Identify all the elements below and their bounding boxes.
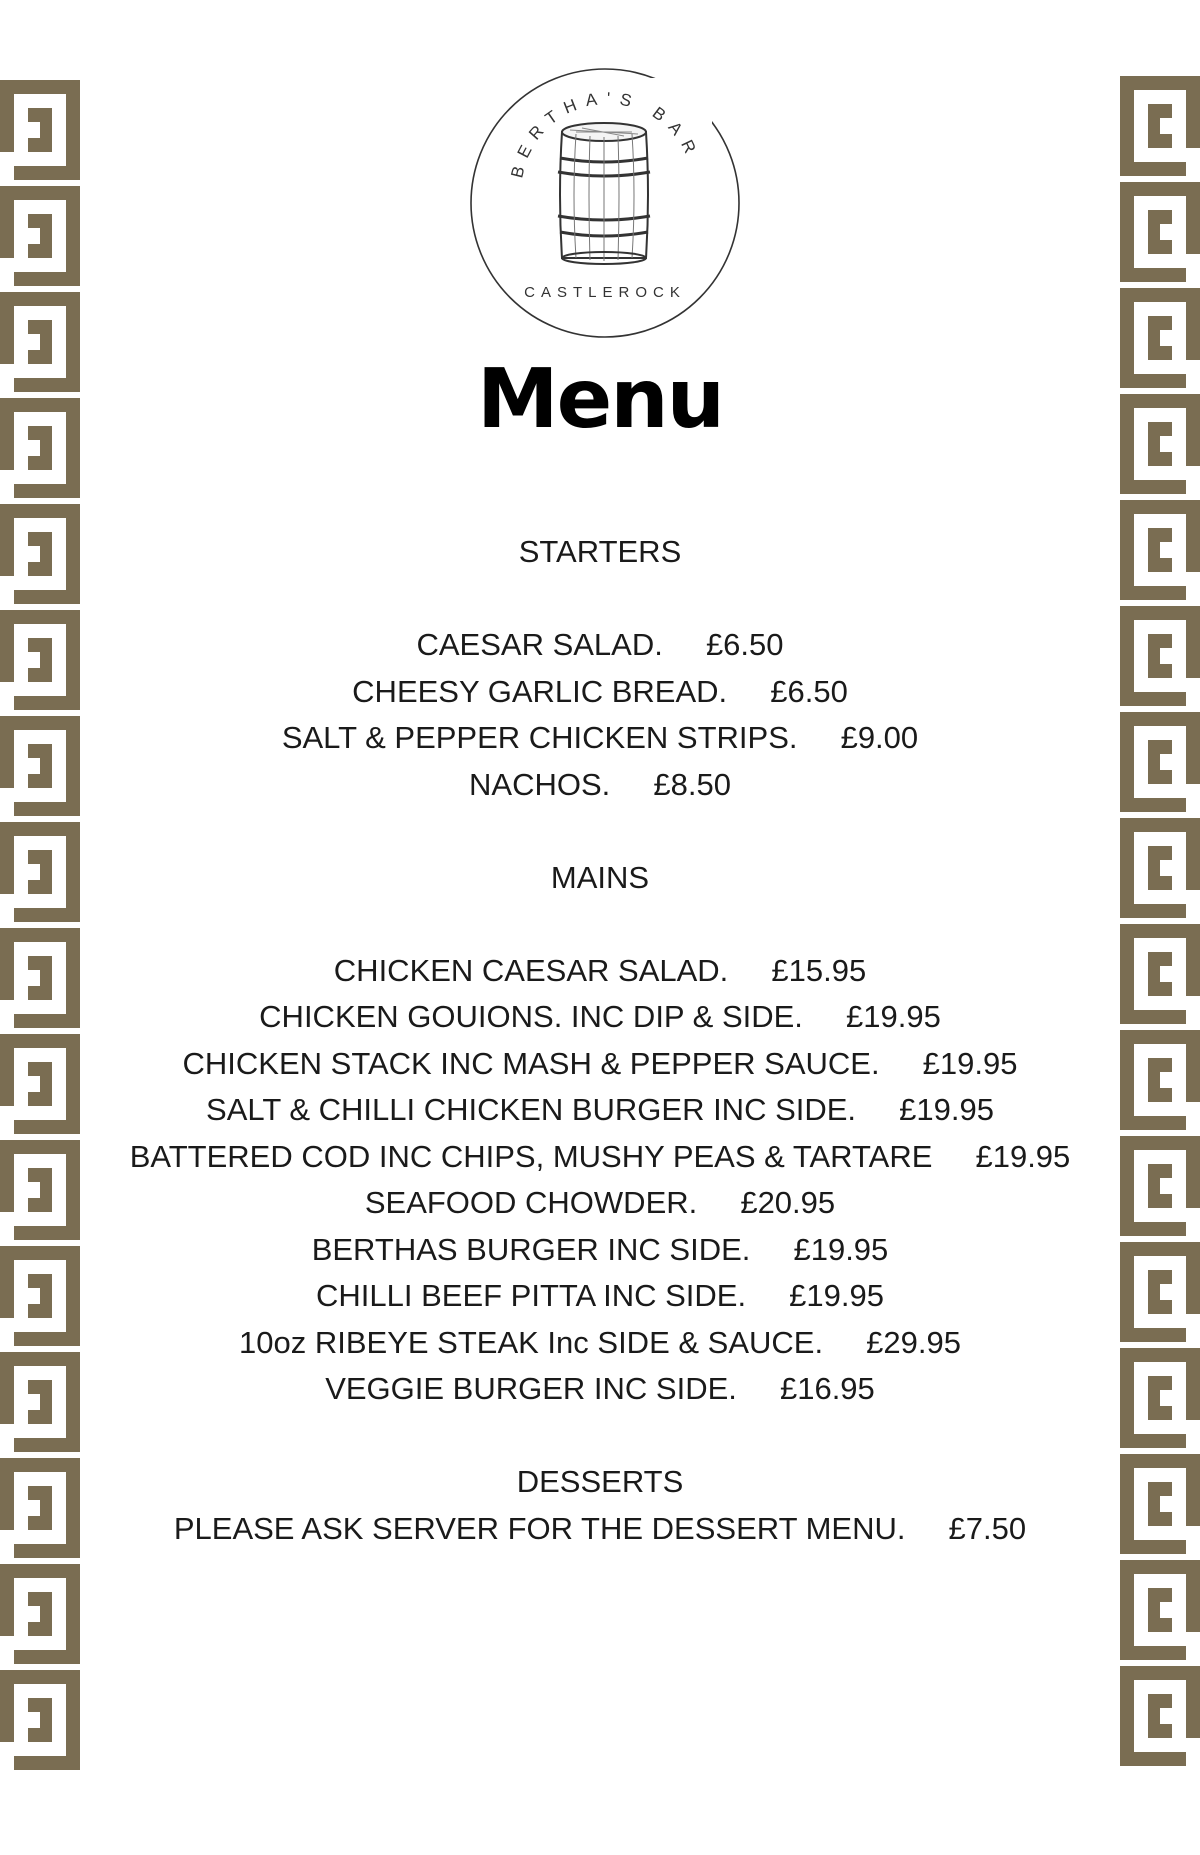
- greek-key-pattern-icon: [0, 80, 80, 1780]
- greek-key-tile: [0, 822, 80, 922]
- menu-item-name: CAESAR SALAD.: [416, 627, 663, 662]
- menu-item-price: £7.50: [948, 1510, 1027, 1546]
- greek-key-tile: [0, 928, 80, 1028]
- greek-key-border-right: [1120, 76, 1200, 1776]
- menu-item-name: BATTERED COD INC CHIPS, MUSHY PEAS & TARTARE: [129, 1138, 933, 1174]
- greek-key-tile: [0, 1670, 80, 1770]
- menu-item-name: CHICKEN STACK INC MASH & PEPPER SAUCE.: [182, 1045, 880, 1081]
- greek-key-tile: [1120, 500, 1200, 600]
- greek-key-tile: [1120, 1030, 1200, 1130]
- greek-key-tile: [0, 1564, 80, 1664]
- menu-item: [90, 1041, 1110, 1088]
- menu-item: [90, 1227, 1110, 1274]
- logo-top-text: BERTHA'S BAR: [507, 88, 704, 180]
- menu-item-price: £19.95: [846, 999, 941, 1034]
- menu-item-name: CHILLI BEEF PITTA INC SIDE.: [316, 1278, 747, 1313]
- section-title: STARTERS: [518, 534, 682, 569]
- menu-item: [90, 762, 1110, 809]
- menu-item-name: SEAFOOD CHOWDER.: [364, 1185, 698, 1220]
- greek-key-tile: [1120, 1348, 1200, 1448]
- section-title: DESSERTS: [516, 1464, 684, 1499]
- menu-section-desserts: [90, 1459, 1110, 1552]
- menu-item-name: NACHOS.: [469, 766, 611, 802]
- greek-key-tile: [1120, 1666, 1200, 1766]
- menu-item-name: 10oz RIBEYE STEAK Inc SIDE & SAUCE.: [239, 1324, 824, 1360]
- menu-item-name: SALT & CHILLI CHICKEN BURGER INC SIDE.: [206, 1092, 857, 1127]
- menu-item-price: £19.95: [793, 1231, 889, 1267]
- greek-key-border-left: [0, 80, 80, 1780]
- greek-key-tile: [1120, 1242, 1200, 1342]
- menu-item: [90, 1180, 1110, 1227]
- menu-item: [90, 715, 1110, 762]
- greek-key-tile: [0, 610, 80, 710]
- menu-item-name: VEGGIE BURGER INC SIDE.: [325, 1371, 737, 1406]
- menu-section-starters: [90, 529, 1110, 855]
- menu-item: [90, 1273, 1110, 1320]
- greek-key-tile: [0, 1034, 80, 1134]
- menu-item-price: £19.95: [975, 1138, 1071, 1174]
- menu-item: [90, 622, 1110, 669]
- greek-key-tile: [1120, 1136, 1200, 1236]
- greek-key-tile: [1120, 712, 1200, 812]
- greek-key-tile: [0, 80, 80, 180]
- greek-key-tile: [0, 504, 80, 604]
- menu-item-price: £6.50: [770, 673, 848, 709]
- greek-key-tile: [1120, 1454, 1200, 1554]
- greek-key-tile: [0, 1140, 80, 1240]
- greek-key-tile: [1120, 818, 1200, 918]
- menu-item-price: £19.95: [922, 1045, 1018, 1081]
- menu-item-price: £29.95: [866, 1324, 961, 1360]
- menu-item: [90, 1134, 1110, 1181]
- page-title: Menu: [477, 352, 723, 447]
- greek-key-tile: [0, 716, 80, 816]
- menu-item-price: £16.95: [779, 1371, 875, 1406]
- greek-key-tile: [1120, 182, 1200, 282]
- menu-item: [90, 669, 1110, 716]
- greek-key-tile: [0, 1246, 80, 1346]
- greek-key-tile: [1120, 76, 1200, 176]
- greek-key-tile: [1120, 1560, 1200, 1660]
- menu-item-name: SALT & PEPPER CHICKEN STRIPS.: [281, 720, 798, 755]
- menu-item: [90, 948, 1110, 995]
- barrel-icon: [558, 123, 650, 264]
- greek-key-tile: [0, 1352, 80, 1452]
- menu-item-name: CHEESY GARLIC BREAD.: [352, 673, 728, 709]
- menu-item-price: £20.95: [740, 1185, 836, 1220]
- menu-item: [90, 994, 1110, 1041]
- menu-section-mains: [90, 855, 1110, 1460]
- greek-key-tile: [0, 186, 80, 286]
- menu-item-price: £9.00: [840, 720, 919, 755]
- menu-item-price: £6.50: [705, 627, 784, 662]
- menu-item: [90, 1087, 1110, 1134]
- menu-item-name: PLEASE ASK SERVER FOR THE DESSERT MENU.: [173, 1510, 906, 1546]
- menu-item-price: £19.95: [899, 1092, 994, 1127]
- menu-item-price: £15.95: [771, 952, 867, 988]
- menu-item: [90, 1320, 1110, 1367]
- greek-key-pattern-icon: [1120, 76, 1200, 1776]
- logo-bottom-text: CASTLEROCK: [524, 284, 686, 301]
- menu-item-price: £19.95: [789, 1278, 884, 1313]
- menu-item-name: CHICKEN CAESAR SALAD.: [333, 952, 729, 988]
- greek-key-tile: [1120, 924, 1200, 1024]
- greek-key-tile: [0, 1458, 80, 1558]
- menu-list: [90, 529, 1110, 1552]
- menu-item: [90, 1506, 1110, 1553]
- menu-item: [90, 1366, 1110, 1413]
- menu-item-price: £8.50: [653, 766, 731, 802]
- menu-item-name: CHICKEN GOUIONS. INC DIP & SIDE.: [259, 999, 803, 1034]
- greek-key-tile: [1120, 606, 1200, 706]
- bar-logo: [470, 58, 745, 343]
- menu-item-name: BERTHAS BURGER INC SIDE.: [311, 1231, 751, 1267]
- section-title: MAINS: [550, 859, 650, 895]
